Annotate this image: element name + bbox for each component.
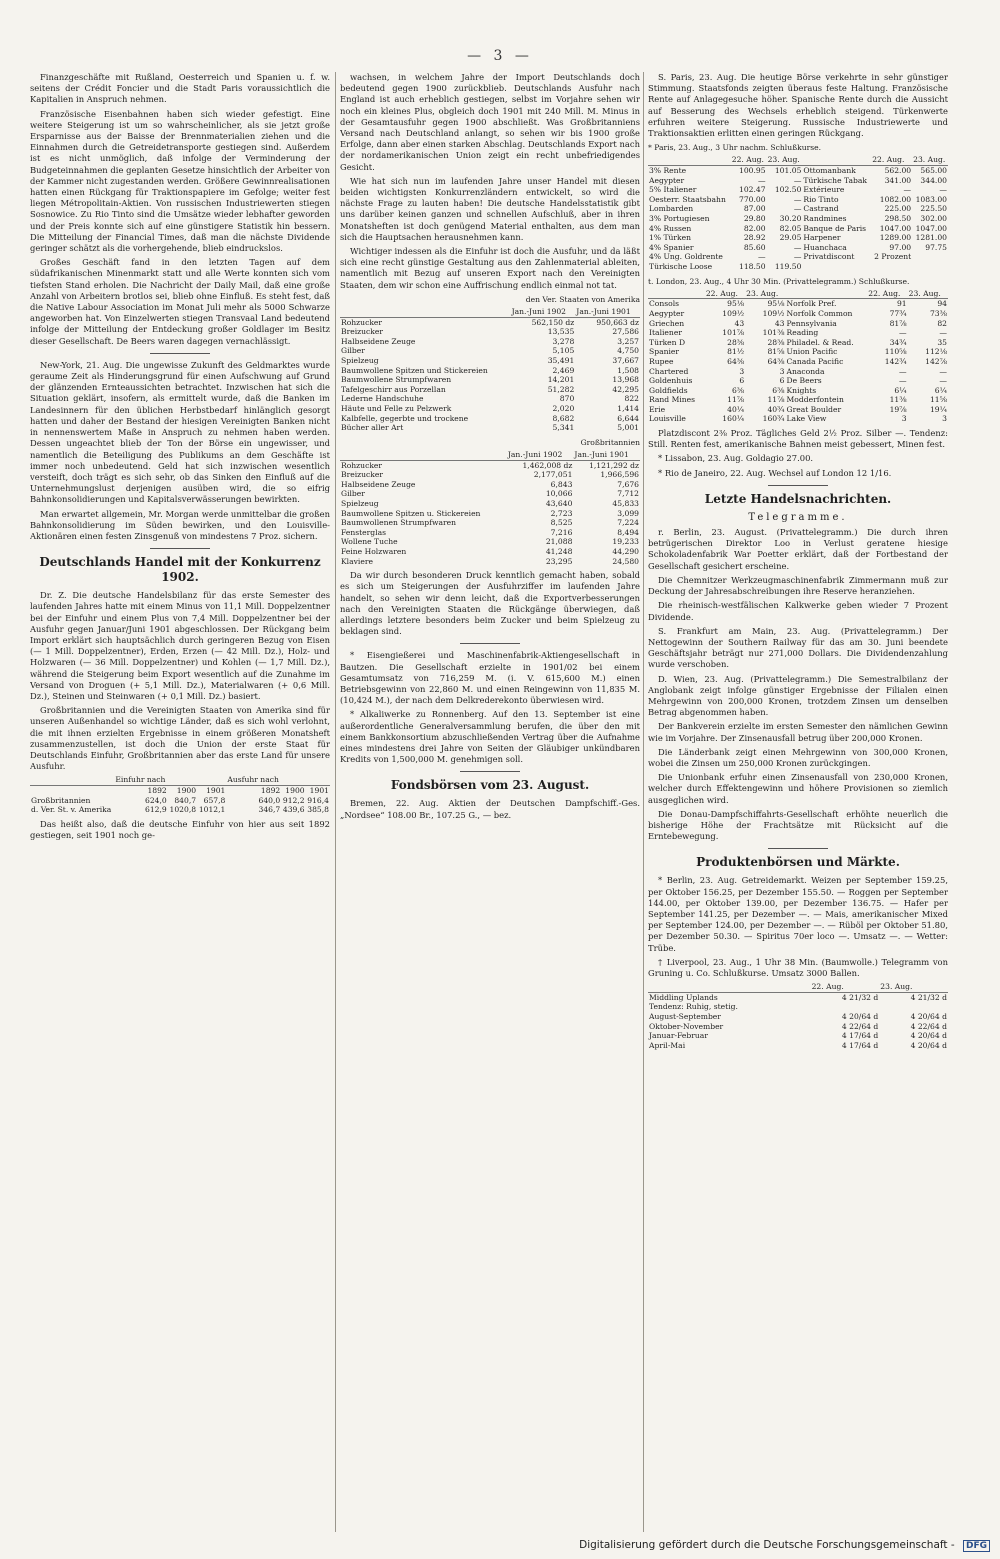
paragraph: Die Unionbank erfuhr einen Zinsenausfall von 230,000 Kronen, welcher durch Effektengewinn und höhere Provisionen so ziemlich ausgeglichen wird. (648, 772, 948, 805)
section-subheading: Telegramme. (748, 511, 848, 523)
paragraph: * Lissabon, 23. Aug. Goldagio 27.00. (658, 453, 814, 464)
column-3 (648, 72, 948, 1532)
paragraph: * Rio de Janeiro, 22. Aug. Wechsel auf London 12 1/16. (658, 467, 892, 478)
table-row: Halbseidene Zeuge 6,843 7,676 (341, 479, 639, 489)
table-row: Januar-Februar 4 17/64 d 4 20/64 d (649, 1031, 947, 1041)
table-row: Baumwollene Strumpfwaren 14,201 13,968 (341, 375, 639, 385)
footer-text: Digitalisierung gefördert durch die Deutsche Forschungsgemeinschaft - (579, 1539, 955, 1551)
table-row: Baumwollene Spitzen u. Stickereien 2,723 3,099 (341, 508, 639, 518)
cotton-table (648, 982, 948, 1050)
paragraph: Wichtiger indessen als die Einfuhr ist doch die Ausfuhr, und da läßt sich eine recht günstige Gestaltung aus den Zahlenmaterial ableiten, namentlich mit Bezug auf unseren Export nach den Vereinigten Staaten, dem wir schon eine Auffrischung endlich einmal not tat. (340, 246, 640, 290)
table-row: Feine Holzwaren 41,248 44,290 (341, 546, 639, 556)
paragraph: S. Frankfurt am Main, 23. Aug. (Privattelegramm.) Der Nettogewinn der Southern Railway für das am 30. Juni beendete Geschäftsjahr beträgt nur 271,000 Dollars. Die Dividendenzahlung wurde verschoben. (648, 625, 948, 670)
article-heading: Deutschlands Handel mit der Konkurrenz 1902. (39, 555, 321, 585)
paragraph: Finanzgeschäfte mit Rußland, Oesterreich und Spanien u. f. w. seitens der Crédit Foncier und die Stadt Paris voraussichtlich die Kapitalien in Anspruch nehmen. (30, 72, 330, 105)
table-row: 4% Ung. Goldrente — — Privatdiscont 2 Prozent (649, 252, 912, 262)
separator (460, 643, 520, 644)
table-row: Klaviere 23,295 24,580 (341, 556, 639, 566)
table-row: April-Mai 4 17/64 d 4 20/64 d (649, 1040, 947, 1050)
table-row: Tafelgeschirr aus Porzellan 51,282 42,295 (341, 384, 639, 394)
table-row: Gilber 10,066 7,712 (341, 489, 639, 499)
table-row: Breizucker 13,535 27,586 (341, 327, 639, 337)
column-1 (30, 72, 330, 1532)
column-2 (340, 72, 640, 1532)
paragraph: Großes Geschäft fand in den letzten Tagen auf dem südafrikanischen Minenmarkt statt und alle Werte konnten sich vom tiefsten Stand erholen. Die Nachricht der Daily Mail, daß eine große Anzahl von Arbeitern brotlos sei, blieb ohne Einfluß. Es steht fest, daß die Native Labour Association im Monat Juli mehr als 5000 Schwarze angeworben hat. Von Einzelwerten stiegen Transvaal Land bedeutend infolge der Mitteilung der Entdeckung großer Goldlager im Besitz dieser Gesellschaft. De Beers waren dagegen vernachlässigt. (30, 257, 330, 346)
table-row: Goldfields 6⅜ 6⅜ Knights 6¼ 6¼ (649, 385, 947, 395)
separator (768, 485, 828, 486)
table-row: Breizucker 2,177,051 1,966,596 (341, 470, 639, 480)
table-row: Türkische Loose 118.50 119.50 (649, 261, 802, 271)
table-caption: * Paris, 23. Aug., 3 Uhr nachm. Schlußkurse. (648, 143, 822, 153)
table-row: Lombarden 87.00 — Castrand 225.00 225.50 (649, 204, 947, 214)
trade-table (30, 775, 330, 814)
separator (768, 848, 828, 849)
paris-quotes-table (648, 155, 948, 271)
paragraph: r. Berlin, 23. August. (Privattelegramm.) Die durch ihren betrügerischen Direktor Loo in Verlust geratene hiesige Schokoladenfabrik War Poetter erklärt, daß der Fortbestand der Gesellschaft gesichert erscheine. (648, 527, 948, 571)
dfg-logo: DFG (963, 1540, 990, 1552)
separator (460, 771, 520, 772)
paragraph: * Berlin, 23. Aug. Getreidemarkt. Weizen per September 159.25, per Oktober 156.25, per Dezember 155.50. — Roggen per September 144.00, per Oktober 139.00, per Dezember 136.75. — Hafer per September 141.25, per Dezember —. — Mais, amerikanischer Mixed per September 124.00, per Dezember —. — Rüböl per Oktober 51.80, per Dezember 50.30. — Spiritus 70er loco —. Umsatz —. — Wetter: Trübe. (648, 875, 948, 953)
table-row: Oesterr. Staatsbahn 770.00 — Rio Tinto 1082.00 1083.00 (649, 194, 947, 204)
table-row: Großbritannien 624,0 840,7 657,8 640,0 912,2 916,4 (31, 795, 329, 805)
table-row: Fensterglas 7,216 8,494 (341, 527, 639, 537)
table-row: Consols 95⅛ 95⅛ Norfolk Pref. 91 94 (649, 299, 947, 309)
page-number: — 3 — (467, 48, 533, 64)
paragraph: S. Paris, 23. Aug. Die heutige Börse verkehrte in sehr günstiger Stimmung. Staatsfonds zeigten überaus feste Haltung. Französische Rente auf Anlagegesuche höher. Spanische Rente durch die Aussicht auf Besserung des Wechsels erheblich steigend. Türkenwerte erfuhren weitere Steigerung. Russische Industriewerte und Traktionsaktien erlitten einen geringen Rückgang. (648, 72, 948, 139)
table-row: Spielzeug 35,491 37,667 (341, 356, 639, 366)
table-row: 3% Rente 100.95 101.05 Ottomanbank 562.00 565.00 (649, 166, 947, 176)
table-header-row: Einfuhr nach Ausfuhr nach (30, 775, 330, 785)
article-heading: Letzte Handelsnachrichten. (704, 491, 892, 506)
table-row: Italiener 101⅞ 101⅜ Reading — — (649, 328, 947, 338)
paragraph: wachsen, in welchem Jahre der Import Deutschlands doch bedeutend gegen 1900 zurückblieb. Deutschlands Ausfuhr nach England ist auch erheblich gestiegen, selbst im Vorjahre sehen wir noch ein kleines Plus, obgleich doch 1901 mit 240 Mill. M. Minus in der Gesamtausfuhr gegen 1900 abschließt. Was Großbritanniens Versand nach Deutschland anlangt, so sehen wir bis 1900 große Erfolge, dann aber einen starken Abschlag. Deutschlands Export nach der nordamerikanischen Union zeigt ein recht unbefriedigendes Gesicht. (340, 72, 640, 172)
paragraph: * Alkaliwerke zu Ronnenberg. Auf den 13. September ist eine außerordentliche Generalversammlung berufen, die über den mit einem Bankkonsortium abzuschließenden Vertrag über die Aufnahme eines mindestens drei Jahre von Seiten der Gläubiger unkündbaren Kredits von 1,500,000 M. genehmigen soll. (340, 709, 640, 765)
table-row: 4% Spanier 85.60 — Huanchaca 97.00 97.75 (649, 242, 947, 252)
table-header-row: 22. Aug. 23. Aug. 22. Aug. 23. Aug. (648, 155, 948, 165)
export-usa-table (340, 307, 640, 433)
paragraph: Großbritannien und die Vereinigten Staaten von Amerika sind für unseren Außenhandel so wichtige Länder, daß es sich wohl verlohnt, die mit ihnen erzielten Ergebnisse in einem größeren Monatsheft zusammenzustellen, ist doch die Union der erste Staat für Deutschlands Einfuhr, Großbritannien aber das erste Land für unsere Ausfuhr. (30, 705, 330, 772)
column-rule (643, 72, 644, 1532)
paragraph: Wie hat sich nun im laufenden Jahre unser Handel mit diesen beiden wichtigsten Konkurrenzländern entwickelt, so wird die nächste Frage zu lauten haben! Die deutsche Handelsstatistik gibt uns darüber keinen ganzen und schnellen Aufschluß, aber in ihren Monatsheften ist doch genügend Material enthalten, aus dem man sich die Hauptsachen herausnehmen kann. (340, 175, 640, 242)
table-row: Chartered 3 3 Anaconda — — (649, 366, 947, 376)
table-row: Louisville 160¼ 160¾ Lake View 3 3 (649, 414, 947, 424)
paragraph: Der Bankverein erzielte im ersten Semester den nämlichen Gewinn wie im Vorjahre. Der Zinsenausfall betrug über 200,000 Kronen. (648, 721, 948, 743)
table-caption: Großbritannien (580, 437, 640, 447)
table-row: Middling Uplands 4 21/32 d 4 21/32 d (649, 992, 947, 1002)
table-row: Bücher aller Art 5,341 5,001 (341, 423, 639, 433)
paragraph: Die Länderbank zeigt einen Mehrgewinn von 300,000 Kronen, wobei die Zinsen um 250,000 Kronen zurückgingen. (648, 746, 948, 768)
table-row: Spielzeug 43,640 45,833 (341, 498, 639, 508)
table-row: Erie 40¼ 40¾ Great Boulder 19⅞ 19¼ (649, 404, 947, 414)
london-quotes-table (648, 289, 948, 424)
separator (150, 548, 210, 549)
paragraph: Das heißt also, daß die deutsche Einfuhr von hier aus seit 1892 gestiegen, seit 1901 noch ge- (30, 818, 330, 840)
table-caption: t. London, 23. Aug., 4 Uhr 30 Min. (Privattelegramm.) Schlußkurse. (648, 276, 910, 286)
paragraph: * Eisengießerei und Maschinenfabrik-Aktiengesellschaft in Bautzen. Die Gesellschaft erzielte in 1901/02 bei einem Gesamtumsatz von 716,259 M. (i. V. 615,600 M.) einen Betriebsgewinn von 22,860 M. und einen Reingewinn von 11,835 M. (10,424 M.), der nach dem Delkrederekonto überwiesen wird. (340, 650, 640, 706)
table-row: Rupee 64⅜ 64⅜ Canada Pacific 142¾ 142⅞ (649, 356, 947, 366)
table-row: Goldenhuis 6 6 De Beers — — (649, 376, 947, 386)
table-row: 5% Italiener 102.47 102.50 Extérieure — — (649, 185, 947, 195)
table-header-row: 1892 1900 1901 1892 1900 1901 (147, 785, 329, 795)
paragraph: † Liverpool, 23. Aug., 1 Uhr 38 Min. (Baumwolle.) Telegramm von Gruning u. Co. Schlußkurse. Umsatz 3000 Ballen. (648, 956, 948, 978)
table-row: Rohzucker 1,462,008 dz 1,121,292 dz (341, 460, 639, 470)
table-row: Oktober-November 4 22/64 d 4 22/64 d (649, 1021, 947, 1031)
paragraph: Die Chemnitzer Werkzeugmaschinenfabrik Zimmermann muß zur Deckung der Jahresabschreibungen ihre Reserve heranziehen. (648, 574, 948, 597)
table-header-row: Jan.-Juni 1902 Jan.-Juni 1901 (340, 450, 640, 460)
article-heading: Fondsbörsen vom 23. August. (390, 778, 590, 793)
table-header-row: Jan.-Juni 1902 Jan.-Juni 1901 (340, 307, 640, 317)
table-header-row: 22. Aug. 23. Aug. 22. Aug. 23. Aug. (648, 289, 948, 299)
table-row: Halbseidene Zeuge 3,278 3,257 (341, 336, 639, 346)
table-row: Spanier 81½ 81⅝ Union Pacific 110⅝ 112⅛ (649, 347, 947, 357)
paragraph: Platzdiscont 2⅜ Proz. Tägliches Geld 2½ Proz. Silber —. Tendenz: Still. Renten fest, amerikanische Bahnen meist gebessert, Minen fest. (648, 428, 948, 450)
article-heading: Produktenbörsen und Märkte. (696, 855, 900, 870)
table-row: Gilber 5,105 4,750 (341, 346, 639, 356)
column-rule (335, 72, 336, 1532)
digitization-footer (560, 1539, 990, 1552)
table-row: Wollene Tuche 21,088 19,233 (341, 537, 639, 547)
table-row: Baumwollenen Strumpfwaren 8,525 7,224 (341, 518, 639, 528)
paragraph: Französische Eisenbahnen haben sich wieder gefestigt. Eine weitere Steigerung ist um so wahrscheinlicher, als sie jetzt große Ersparnisse aus der Baisse der Brennmaterialien ziehen und die Einnahmen durch die Getreidetransporte gestiegen sind. Außerdem ist es nicht unmöglich, daß infolge der Verminderung der Budgeteinnahmen die geplanten Gesetze hinsichtlich der Arbeiter von der Kammer nicht zugestanden werden. Größere Gewinnrealisationen hatten einen Rückgang für Traktionspapiere im Gefolge; weiter fest liegen Métropolitain-Aktien. Von russischen Industriewerten stiegen Sosnowice. Zu Rio Tinto sind die Umsätze wieder lebhafter geworden und der Preis konnte sich auf eine günstigere Statistik hin bessern. Die Mitteilung der Financial Times, daß man die nächste Dividende geringer schätzt als die vorhergehende, blieb eindruckslos. (30, 108, 330, 254)
export-gb-table (340, 450, 640, 566)
table-row: 1% Türken 28.92 29.05 Harpener 1289.00 1281.00 (649, 233, 947, 243)
table-row: Rohzucker 562,150 dz 950,663 dz (341, 317, 639, 327)
table-row: Tendenz: Ruhig, stetig. (649, 1002, 738, 1012)
table-row: Griechen 43 43 Pennsylvania 81⅞ 82 (649, 318, 947, 328)
paragraph: Da wir durch besonderen Druck kenntlich gemacht haben, sobald es sich um Steigerungen der Ausfuhrziffer im laufenden Jahre handelt, so sehen wir denn leicht, daß die Exportverbesserungen nach den Vereinigten Staaten die Rückgänge überwiegen, daß allerdings letztere besonders beim Zucker und beim Spielzeug zu beklagen sind. (340, 570, 640, 637)
table-row: Rand Mines 11⅞ 11⅞ Modderfontein 11⅜ 11⅝ (649, 395, 947, 405)
separator (150, 353, 210, 354)
table-row: 4% Russen 82.00 82.05 Banque de Paris 1047.00 1047.00 (649, 223, 947, 233)
paragraph: D. Wien, 23. Aug. (Privattelegramm.) Die Semestralbilanz der Anglobank zeigt infolge günstiger Ergebnisse der Filialen einen Mehrgewinn von 200,000 Kronen, trotzdem Zinsen um denselben Betrag abgenommen haben. (648, 673, 948, 718)
paragraph: Dr. Z. Die deutsche Handelsbilanz für das erste Semester des laufenden Jahres hatte mit einem Minus von 11,1 Mill. Doppelzentner bei der Einfuhr und einem Plus von 7,4 Mill. Doppelzentner bei der Ausfuhr gegen Januar/Juni 1901 abgeschlossen. Der Rückgang beim Import erklärt sich hauptsächlich durch geringeren Bezug von Eisen (— 1 Mill. Doppelzentner), Erden, Erzen (— 42 Mill. Dz.), Holz- und Holzwaren (— 36 Mill. Doppelzentner) und Kohlen (— 1,7 Mill. Dz.), während die Steigerung beim Export wesentlich auf die Zunahme im Versand von Droguen (+ 5,1 Mill. Dz.), Materialwaren (+ 0,6 Mill. Dz.), Steinen und Steinwaren (+ 0,1 Mill. Dz.) basiert. (30, 590, 330, 701)
table-row: d. Ver. St. v. Amerika 612,9 1020,8 1012,1 346,7 439,6 385,8 (31, 805, 329, 815)
paragraph: Die rheinisch-westfälischen Kalkwerke geben wieder 7 Prozent Dividende. (648, 600, 948, 622)
table-row: Lederne Handschuhe 870 822 (341, 394, 639, 404)
table-row: Kalbfelle, gegerbte und trockene 8,682 6,644 (341, 413, 639, 423)
paragraph: Die Donau-Dampfschiffahrts-Gesellschaft erhöhte neuerlich die bisherige Höhe der Frachtsätze mit Rücksicht auf die Erntebewegung. (648, 808, 948, 842)
table-row: Baumwollene Spitzen und Stickereien 2,469 1,508 (341, 365, 639, 375)
table-header-row: 22. Aug. 23. Aug. (648, 982, 948, 992)
table-row: Häute und Felle zu Pelzwerk 2,020 1,414 (341, 404, 639, 413)
paragraph: New-York, 21. Aug. Die ungewisse Zukunft des Geldmarktes wurde geraume Zeit als Hinderungsgrund für einen Aufschwung auf Grund der glänzenden Ernteaussichten betrachtet. Inzwischen hat sich die Situation geklärt, insofern, als ermittelt wurde, daß die Banken im Landesinnern für den üblichen Herbstbedarf hinlänglich gesorgt hatten und daher der Bestand der hiesigen Vereinigten Banken nicht in nennenswertem Maße in Anspruch zu nehmen haben werden. Dessen ungeachtet blieb der Ton der Börse ein ungewisser, und namentlich die Beteiligung des Publikums an dem Geschäfte ist immer noch unbedeutend. Geld hat sich inzwischen wesentlich versteift, doch trägt es sich sehr, ob das Sinken den Einfluß auf die Unternehmungslust derjenigen ausüben wird, die so eifrig Bahnkonsolidierungen und Kapitalsverwässerungen bewirkten. (30, 359, 330, 505)
paragraph: Man erwartet allgemein, Mr. Morgan werde unmittelbar die großen Bahnkonsolidierung im Süden bewirken, und den Louisville-Aktionären einen festen Zinsgenuß von mindestens 7 Proz. sichern. (30, 508, 330, 541)
table-row: Aegypter 109½ 109½ Norfolk Common 77¾ 73⅜ (649, 308, 947, 318)
paragraph: Bremen, 22. Aug. Aktien der Deutschen Dampfschiff.-Ges. „Nordsee“ 108.00 Br., 107.25 G., — bez. (340, 798, 640, 820)
table-row: Türken D 28⅜ 28⅜ Philadel. & Read. 34¾ 35 (649, 337, 947, 347)
table-row: 3% Portugiesen 29.80 30.20 Randmines 298.50 302.00 (649, 213, 947, 223)
table-caption: den Ver. Staaten von Amerika (525, 294, 640, 304)
table-row: Aegypter — — Türkische Tabak 341.00 344.00 (649, 175, 947, 185)
table-row: August-September 4 20/64 d 4 20/64 d (649, 1011, 947, 1021)
